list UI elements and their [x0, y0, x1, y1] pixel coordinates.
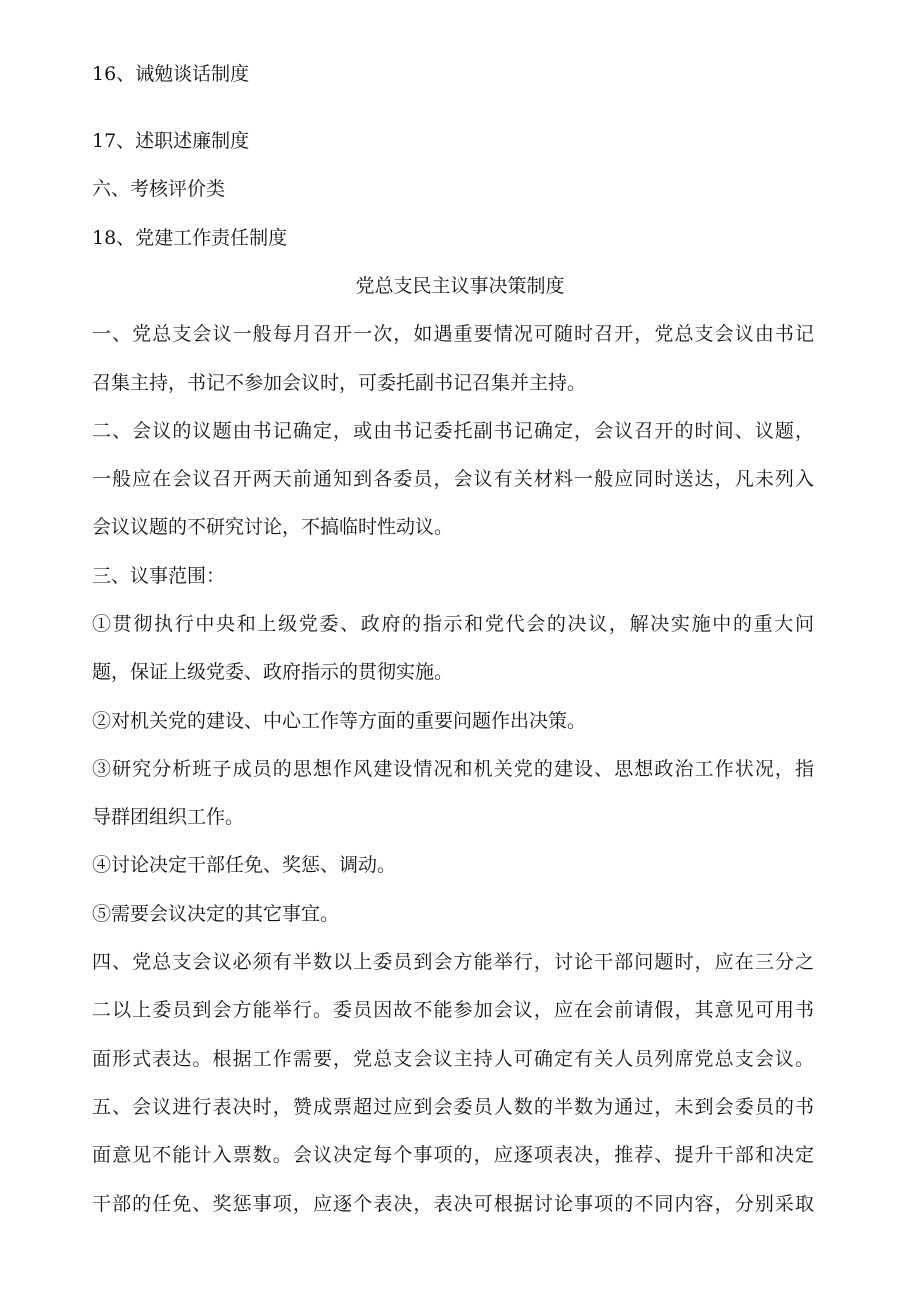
paragraph-line: 干部的任免、奖惩事项，应逐个表决，表决可根据讨论事项的不同内容，分别采取 — [92, 1193, 814, 1215]
document-title: 党总支民主议事决策制度 — [355, 275, 565, 297]
list-item: 18、党建工作责任制度 — [92, 227, 288, 249]
paragraph-line: 面形式表达。根据工作需要，党总支会议主持人可确定有关人员列席党总支会议。 — [92, 1048, 814, 1070]
paragraph-line: 一、党总支会议一般每月召开一次，如遇重要情况可随时召开，党总支会议由书记 — [92, 323, 814, 345]
paragraph-line: ⑤需要会议决定的其它事宜。 — [92, 903, 340, 925]
paragraph-line: 会议议题的不研究讨论，不搞临时性动议。 — [92, 516, 454, 538]
paragraph-line: 二以上委员到会方能举行。委员因故不能参加会议，应在会前请假，其意见可用书 — [92, 999, 814, 1021]
paragraph-line: 导群团组织工作。 — [92, 806, 245, 828]
paragraph-line: ①贯彻执行中央和上级党委、政府的指示和党代会的决议，解决实施中的重大问 — [92, 613, 814, 635]
list-item: 17、述职述廉制度 — [92, 130, 250, 152]
section-heading: 六、考核评价类 — [92, 178, 226, 200]
section-heading: 三、议事范围： — [92, 565, 226, 587]
paragraph-line: ②对机关党的建设、中心工作等方面的重要问题作出决策。 — [92, 710, 587, 732]
paragraph-line: ④讨论决定干部任免、奖惩、调动。 — [92, 854, 397, 876]
paragraph-line: 面意见不能计入票数。会议决定每个事项的，应逐项表决，推荐、提升干部和决定 — [92, 1144, 814, 1166]
paragraph-line: 一般应在会议召开两天前通知到各委员，会议有关材料一般应同时送达，凡未列入 — [92, 468, 814, 490]
paragraph-line: 四、党总支会议必须有半数以上委员到会方能举行，讨论干部问题时，应在三分之 — [92, 951, 814, 973]
paragraph-line: 二、会议的议题由书记确定，或由书记委托副书记确定，会议召开的时间、议题， — [92, 420, 814, 442]
list-item: 16、诫勉谈话制度 — [92, 63, 250, 85]
paragraph-line: ③研究分析班子成员的思想作风建设情况和机关党的建设、思想政治工作状况，指 — [92, 758, 814, 780]
paragraph-line: 召集主持，书记不参加会议时，可委托副书记召集并主持。 — [92, 372, 587, 394]
paragraph-line: 五、会议进行表决时，赞成票超过应到会委员人数的半数为通过，未到会委员的书 — [92, 1096, 814, 1118]
paragraph-line: 题，保证上级党委、政府指示的贯彻实施。 — [92, 661, 454, 683]
